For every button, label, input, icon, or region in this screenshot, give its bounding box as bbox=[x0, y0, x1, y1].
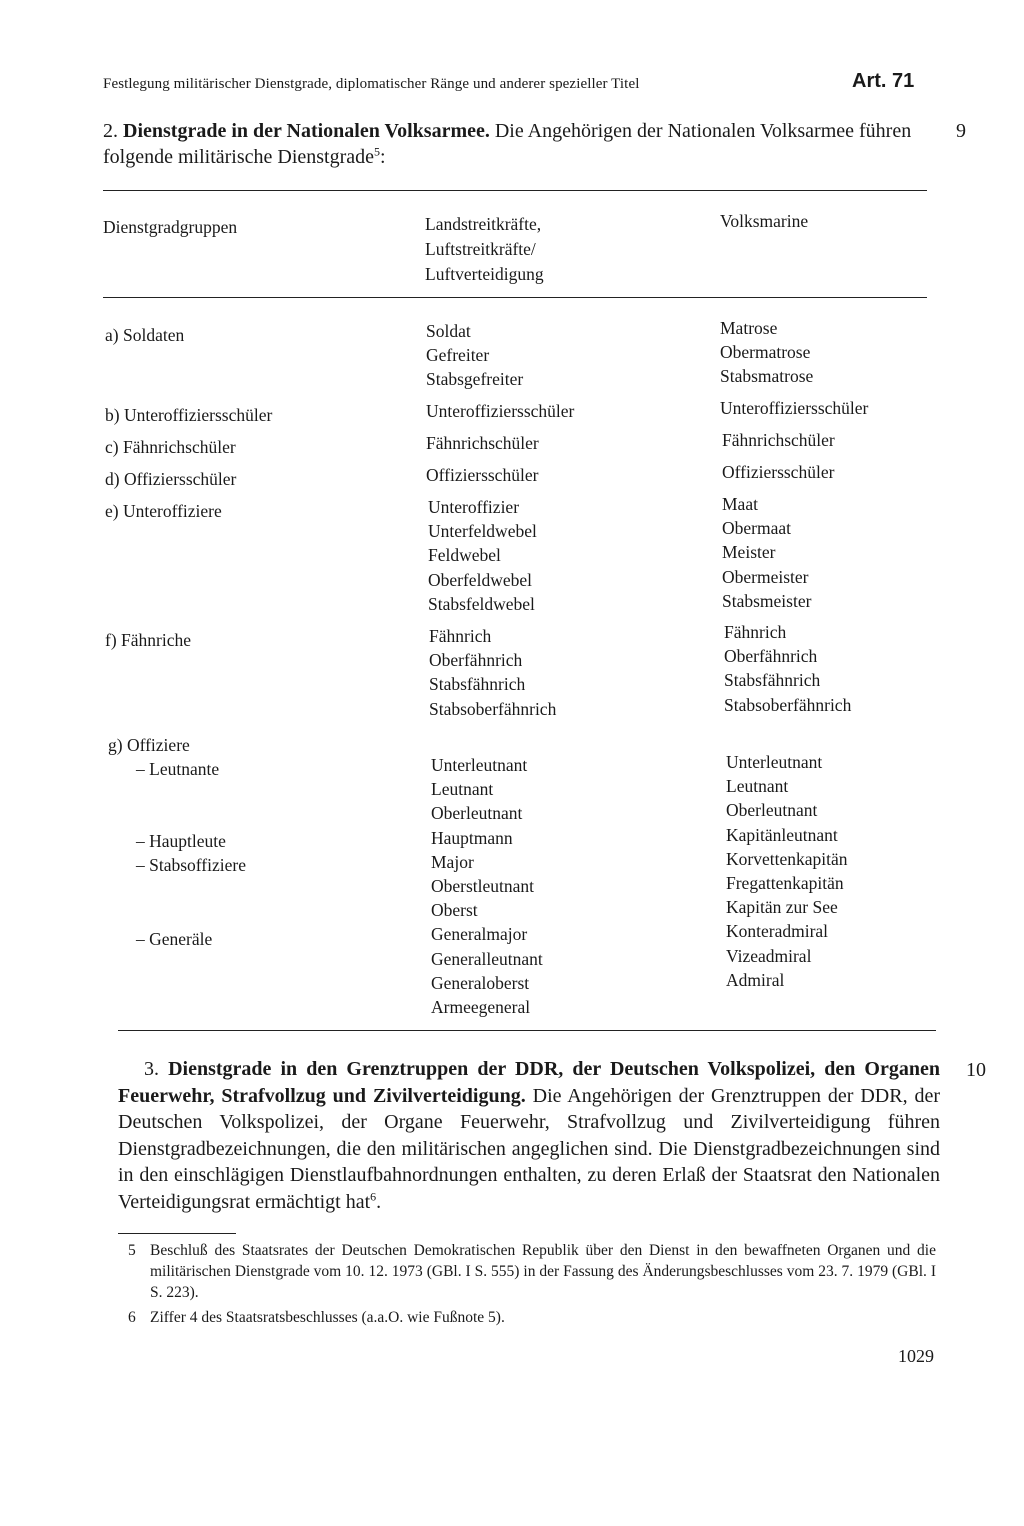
section-3-heading: Dienstgrade in den Grenztruppen der DDR, der Deutschen Volkspolizei, den Organen Feuerwehr, Strafvollzug und Zivilverteidigung. bbox=[118, 1058, 940, 1107]
rank-cell: Kapitänleutnant bbox=[726, 824, 838, 845]
sub-label-leutnante: – Leutnante bbox=[136, 759, 220, 779]
rank-cell: Oberfähnrich bbox=[724, 646, 818, 667]
group-label-offiziersschueler: d) Offiziersschüler bbox=[105, 469, 237, 489]
land-ranks-offiziersschueler bbox=[426, 463, 538, 487]
column-header-land bbox=[425, 212, 544, 287]
rank-cell: Hauptmann bbox=[431, 827, 513, 848]
rank-cell: Oberst bbox=[431, 900, 478, 921]
footnote-text: Ziffer 4 des Staatsratsbeschlusses (a.a.O. wie Fußnote 5). bbox=[150, 1309, 505, 1326]
rank-cell: Stabsmeister bbox=[722, 590, 812, 611]
group-label-soldaten: a) Soldaten bbox=[105, 325, 185, 345]
rank-cell: Feldwebel bbox=[428, 545, 501, 566]
running-header-title: Festlegung militärischer Dienstgrade, diplomatischer Ränge und anderer spezieller Titel bbox=[103, 76, 640, 92]
rank-cell: Oberstleutnant bbox=[431, 876, 535, 897]
navy-ranks-unteroffiziere bbox=[722, 492, 811, 613]
rank-cell: Major bbox=[431, 851, 474, 872]
land-ranks-offiziere bbox=[431, 753, 543, 1019]
rank-cell: Oberfähnrich bbox=[429, 650, 523, 671]
rank-cell: Unteroffizier bbox=[428, 497, 520, 517]
rank-cell: Gefreiter bbox=[426, 345, 490, 366]
rank-cell: Unteroffiziersschüler bbox=[720, 398, 869, 418]
rank-cell: Soldat bbox=[426, 321, 471, 341]
page-number: 1029 bbox=[898, 1346, 934, 1366]
land-ranks-faehnriche bbox=[429, 624, 556, 721]
footnote-number: 5 bbox=[128, 1242, 136, 1259]
navy-ranks-unteroffiziersschueler bbox=[720, 396, 868, 420]
navy-ranks-faehnriche bbox=[724, 620, 851, 717]
navy-ranks-offiziersschueler bbox=[722, 460, 834, 484]
table-header-rule bbox=[103, 297, 927, 298]
rank-cell: Konteradmiral bbox=[726, 921, 829, 942]
rank-cell: Kapitän zur See bbox=[726, 897, 838, 918]
rank-cell: Fähnrichschüler bbox=[426, 433, 539, 453]
rank-cell: Oberleutnant bbox=[726, 800, 818, 821]
section-2-text-end: : bbox=[380, 146, 386, 168]
margin-number-9: 9 bbox=[956, 120, 966, 142]
rank-cell: Stabsfähnrich bbox=[724, 670, 821, 691]
rank-cell: Fregattenkapitän bbox=[726, 873, 844, 894]
column-header-land-line: Luftverteidigung bbox=[425, 264, 544, 284]
rank-cell: Vizeadmiral bbox=[726, 945, 812, 966]
rank-cell: Stabsgefreiter bbox=[426, 369, 524, 390]
column-header-land-line: Luftstreitkräfte/ bbox=[425, 239, 536, 259]
rank-cell: Stabsmatrose bbox=[720, 366, 814, 387]
rank-cell: Fähnrich bbox=[724, 622, 787, 642]
rank-cell: Unterleutnant bbox=[726, 752, 823, 772]
rank-cell: Armeegeneral bbox=[431, 997, 531, 1018]
footnote-ref-6: 6 bbox=[370, 1188, 377, 1203]
land-ranks-soldaten bbox=[426, 319, 523, 392]
rank-cell: Meister bbox=[722, 542, 776, 563]
section-3-text: Die Angehörigen der Grenztruppen der DDR, der Deutschen Volkspolizei, der Organe Feuerwehr, Strafvollzug und Zivilverteidigung führen Dienstgradbezeichnungen, die den militärischen angeglichen sind. Die Dienstgradbezeichnungen sind in den einschlägigen Dienstlaufbahnordnungen enthalten, zu deren Erlaß der Staatsrat den Nationalen Verteidigungsrat ermächtigt hat bbox=[118, 1084, 940, 1213]
rank-cell: Generaloberst bbox=[431, 972, 530, 993]
group-label-faehnriche: f) Fähnriche bbox=[105, 630, 192, 650]
sub-label-generaele: – Generäle bbox=[136, 929, 213, 949]
rank-cell: Generalleutnant bbox=[431, 948, 543, 969]
rank-cell: Matrose bbox=[720, 318, 778, 338]
rank-cell: Unteroffiziersschüler bbox=[426, 401, 575, 421]
column-header-groups: Dienstgradgruppen bbox=[103, 217, 238, 237]
rank-cell: Fähnrich bbox=[429, 626, 492, 646]
footnote-6 bbox=[128, 1307, 936, 1328]
land-ranks-faehnrichschueler bbox=[426, 431, 539, 455]
rank-cell: Leutnant bbox=[431, 779, 494, 800]
group-label-unteroffiziersschueler: b) Unteroffiziersschüler bbox=[105, 405, 273, 425]
rank-cell: Oberfeldwebel bbox=[428, 569, 532, 590]
navy-ranks-offiziere bbox=[726, 750, 847, 992]
rank-cell: Generalmajor bbox=[431, 924, 528, 945]
navy-ranks-soldaten bbox=[720, 316, 813, 389]
section-2-paragraph bbox=[103, 118, 925, 170]
section-2-heading: Dienstgrade in der Nationalen Volksarmee. bbox=[123, 120, 490, 142]
rank-cell: Offiziersschüler bbox=[426, 465, 539, 485]
rank-cell: Obermeister bbox=[722, 566, 809, 587]
rank-cell: Offiziersschüler bbox=[722, 462, 835, 482]
column-header-land-line: Landstreitkräfte, bbox=[425, 214, 542, 234]
table-top-rule bbox=[103, 190, 927, 191]
section-2-number: 2. bbox=[103, 120, 118, 142]
footnote-ref-5: 5 bbox=[374, 144, 381, 159]
footnote-separator bbox=[118, 1233, 236, 1234]
group-label-unteroffiziere: e) Unteroffiziere bbox=[105, 501, 222, 521]
margin-number-10: 10 bbox=[966, 1059, 986, 1081]
sub-label-hauptleute: – Hauptleute bbox=[136, 831, 226, 851]
section-2-text: Die Angehörigen der Nationalen Volksarmee führen folgende militärische Dienstgrade bbox=[103, 120, 912, 168]
navy-ranks-faehnrichschueler bbox=[722, 428, 835, 452]
rank-cell: Maat bbox=[722, 494, 758, 514]
rank-cell: Obermaat bbox=[722, 518, 791, 539]
rank-cell: Stabsfähnrich bbox=[429, 674, 526, 695]
rank-cell: Unterfeldwebel bbox=[428, 521, 537, 542]
table-bottom-rule bbox=[118, 1030, 936, 1031]
rank-cell: Admiral bbox=[726, 969, 785, 990]
rank-cell: Unterleutnant bbox=[431, 755, 528, 775]
land-ranks-unteroffiziersschueler bbox=[426, 399, 574, 423]
footnote-number: 6 bbox=[128, 1309, 136, 1326]
land-ranks-unteroffiziere bbox=[428, 495, 537, 616]
section-3-paragraph bbox=[118, 1056, 940, 1215]
section-3-number: 3. bbox=[144, 1058, 159, 1080]
column-header-navy: Volksmarine bbox=[720, 211, 809, 231]
rank-cell: Stabsfeldwebel bbox=[428, 593, 535, 614]
footnote-5 bbox=[128, 1240, 936, 1303]
article-number: Art. 71 bbox=[852, 70, 915, 92]
footnote-text: Beschluß des Staatsrates der Deutschen Demokratischen Republik über den Dienst in den bewaffneten Organen und die militärischen Dienstgrade vom 10. 12. 1973 (GBl. I S. 555) in der Fassung des Änderungsbeschlusses vom 23. 7. 1979 (GBl. I S. 223). bbox=[150, 1242, 936, 1301]
group-label-faehnrichschueler: c) Fähnrichschüler bbox=[105, 437, 236, 457]
section-3-text-end: . bbox=[376, 1190, 382, 1213]
rank-cell: Fähnrichschüler bbox=[722, 430, 835, 450]
rank-cell: Stabsoberfähnrich bbox=[429, 698, 557, 719]
rank-cell: Leutnant bbox=[726, 776, 789, 797]
rank-cell: Stabsoberfähnrich bbox=[724, 694, 852, 715]
rank-cell: Obermatrose bbox=[720, 342, 811, 363]
sub-label-stabsoffiziere: – Stabsoffiziere bbox=[136, 855, 246, 875]
rank-cell: Oberleutnant bbox=[431, 803, 523, 824]
rank-cell: Korvettenkapitän bbox=[726, 848, 848, 869]
group-label-offiziere: g) Offiziere bbox=[108, 735, 190, 755]
